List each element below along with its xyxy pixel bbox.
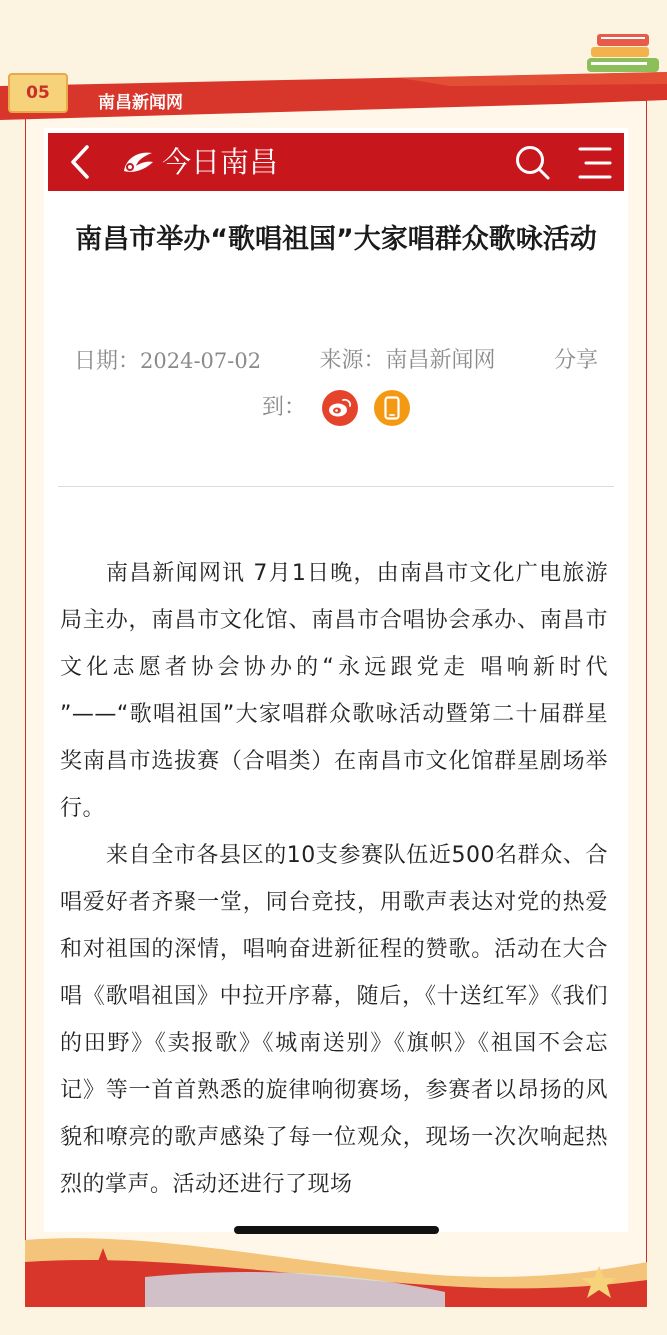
- search-icon: [514, 144, 552, 182]
- page-number-tag: 05: [8, 73, 68, 113]
- site-label: 南昌新闻网: [98, 93, 183, 113]
- share-label-a: 分享: [553, 348, 598, 373]
- phone-screen: [44, 128, 628, 1232]
- article-body: [60, 550, 608, 1208]
- share-mobile-button[interactable]: [374, 390, 410, 426]
- app-header: [48, 133, 624, 191]
- bottom-decoration: [25, 1222, 647, 1307]
- source-label: 来源：: [319, 348, 386, 373]
- logo-icon: [120, 147, 156, 177]
- paragraph: 来自全市各县区的10支参赛队伍近500名群众、合唱爱好者齐聚一堂，同台竞技，用歌声表达对党的热爱和对祖国的深情，唱响奋进新征程的赞歌。活动在大合唱《歌唱祖国》中拉开序幕，随后，《十送红军》《我们的田野》《卖报歌》《城南送别》《旗帜》《祖国不会忘记》等一首首熟悉的旋律响彻赛场，参赛者以昂扬的风貌和嘹亮的歌声感染了每一位观众，现场一次次响起热烈的掌声。活动还进行了现场: [60, 843, 608, 1197]
- menu-icon: [574, 145, 614, 181]
- app-title: 今日南昌: [162, 145, 279, 179]
- date-info: [74, 338, 261, 385]
- weibo-icon: [328, 398, 352, 418]
- divider: [58, 486, 614, 487]
- back-icon: [69, 145, 91, 179]
- menu-button[interactable]: [574, 145, 614, 181]
- paragraph: 南昌新闻网讯 7月1日晚，由南昌市文化广电旅游局主办，南昌市文化馆、南昌市合唱协会承办、南昌市文化志愿者协会协办的“永远跟党走 唱响新时代 ”——“歌唱祖国”大家唱群众歌咏活动暨第二十届群星奖南昌市选拔赛（合唱类）在南昌市文化馆群星剧场举行。: [60, 561, 608, 821]
- share-label-b: 到：: [262, 395, 307, 420]
- date-value: 2024-07-02: [140, 349, 262, 373]
- date-label: 日期：: [74, 349, 141, 374]
- mobile-icon: [384, 396, 400, 420]
- home-indicator[interactable]: [234, 1226, 439, 1234]
- source-value: 南昌新闻网: [385, 348, 496, 373]
- article-title: 南昌市举办“歌唱祖国”大家唱群众歌咏活动: [75, 224, 597, 255]
- back-button[interactable]: [62, 144, 98, 180]
- source-info: [320, 338, 496, 385]
- search-button[interactable]: [514, 144, 552, 182]
- share-weibo-button[interactable]: [322, 390, 358, 426]
- article-meta: [74, 338, 598, 431]
